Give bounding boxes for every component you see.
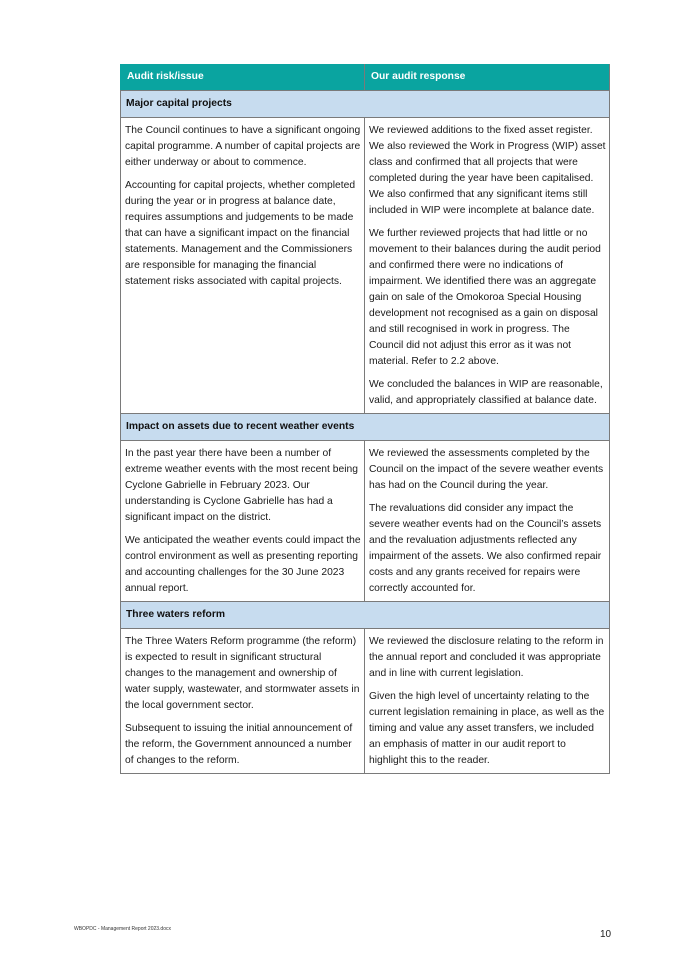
section-row (121, 91, 610, 118)
paragraph: The revaluations did consider any impact the severe weather events had on the Council’s assets and the revaluation adjustments reflected any impairment of the assets. We also confirmed repair costs and any grants received for repairs were correctly accounted for. (369, 503, 602, 594)
paragraph: We concluded the balances in WIP are reasonable, valid, and appropriately classified at balance date. (369, 379, 603, 406)
paragraph: We further reviewed projects that had little or no movement to their balances during the audit period and confirmed there were no indications of impairment. We identified there was an aggregate gain on sale of the Omokoroa Special Housing development not recognised as a gain on disposal and still recognised in work in progress. The Council did not adjust this error as it was not material. Refer to 2.2 above. (369, 228, 601, 367)
footer-document-name: WBOPDC - Management Report 2023.docx (74, 926, 171, 932)
paragraph: We reviewed the assessments completed by the Council on the impact of the severe weather events has had on the Council during the year. (369, 448, 604, 491)
section-title-three-waters: Three waters reform (121, 602, 610, 629)
paragraph: We anticipated the weather events could impact the control environment as well as presenting reporting and accounting challenges for the 30 June 2023 annual report. (125, 535, 361, 594)
paragraph: Accounting for capital projects, whether completed during the year or in progress at balance date, requires assumptions and judgements to be made that can have a significant impact on the financial statements. Management and the Commissioners are responsible for managing the financial statement risks associated with capital projects. (125, 180, 356, 287)
risk-cell (121, 441, 365, 602)
paragraph: Subsequent to issuing the initial announcement of the reform, the Government announced a number of changes to the reform. (125, 723, 353, 766)
section-title-capital-projects: Major capital projects (121, 91, 610, 118)
section-row (121, 414, 610, 441)
risk-cell (121, 629, 365, 774)
audit-risk-table (120, 64, 610, 774)
section-row (121, 602, 610, 629)
table-row (121, 118, 610, 414)
header-audit-risk: Audit risk/issue (121, 65, 365, 91)
paragraph: The Council continues to have a significant ongoing capital programme. A number of capital projects are either underway or about to commence. (125, 125, 361, 168)
paragraph: We reviewed additions to the fixed asset register. We also reviewed the Work in Progress (WIP) asset class and confirmed that all projects that were completed during the year have been capitalised. We also confirmed that any significant items still included in WIP were incomplete at balance date. (369, 125, 606, 216)
header-audit-response: Our audit response (365, 65, 610, 91)
paragraph: The Three Waters Reform programme (the reform) is expected to result in significant structural changes to the management and ownership of water supply, wastewater, and stormwater assets in the local government sector. (125, 636, 360, 711)
paragraph: We reviewed the disclosure relating to the reform in the annual report and concluded it was appropriate and in line with current legislation. (369, 636, 604, 679)
table-header-row (121, 65, 610, 91)
section-title-weather-events: Impact on assets due to recent weather events (121, 414, 610, 441)
page-number: 10 (600, 929, 612, 940)
table-row (121, 629, 610, 774)
risk-cell (121, 118, 365, 414)
response-cell (365, 441, 610, 602)
table-row (121, 441, 610, 602)
paragraph: Given the high level of uncertainty relating to the current legislation remaining in place, as well as the timing and value any asset transfers, we included an emphasis of matter in our audit report to highlight this to the reader. (369, 691, 605, 766)
response-cell (365, 629, 610, 774)
paragraph: In the past year there have been a number of extreme weather events with the most recent being Cyclone Gabrielle in February 2023. Our understanding is Cyclone Gabrielle has had a significant impact on the district. (125, 448, 358, 523)
response-cell (365, 118, 610, 414)
